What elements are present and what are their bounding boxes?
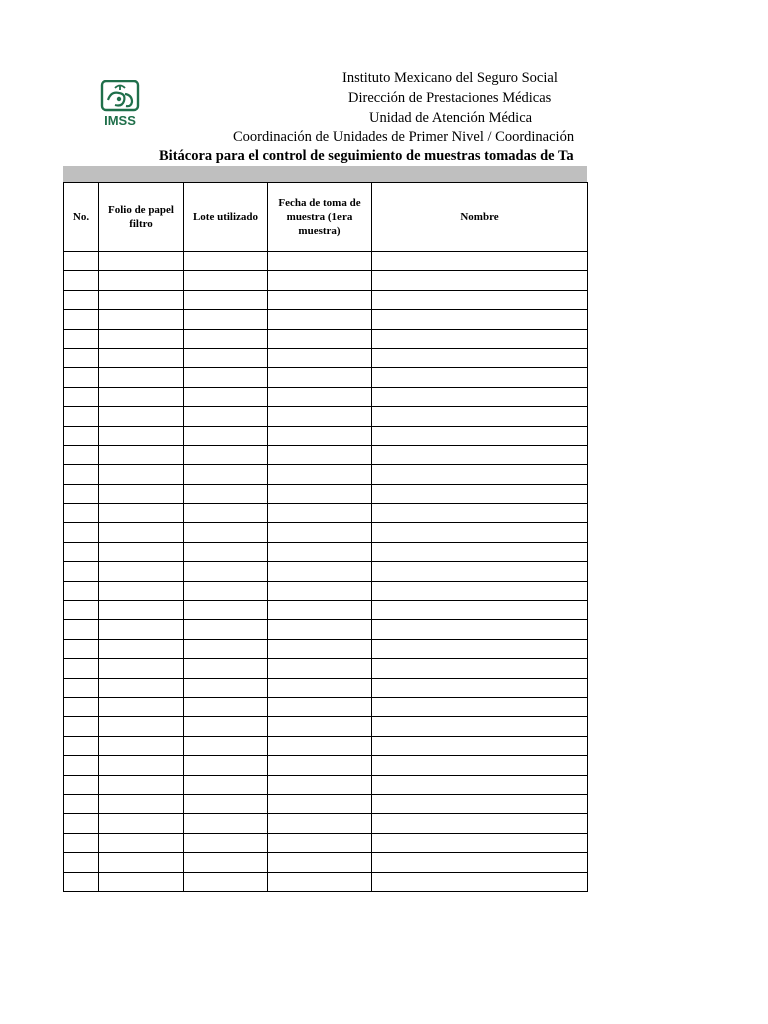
- table-cell[interactable]: [268, 853, 372, 872]
- table-row: [64, 348, 588, 367]
- table-row: [64, 581, 588, 600]
- table-row: [64, 756, 588, 775]
- table-row: [64, 639, 588, 658]
- table-cell[interactable]: [64, 426, 99, 445]
- table-cell[interactable]: [64, 523, 99, 542]
- table-cell[interactable]: [184, 620, 268, 639]
- column-header-number: No.: [64, 183, 99, 252]
- table-cell[interactable]: [372, 484, 588, 503]
- table-cell[interactable]: [99, 659, 184, 678]
- table-cell[interactable]: [184, 542, 268, 561]
- table-row: [64, 814, 588, 833]
- table-cell[interactable]: [184, 581, 268, 600]
- table-cell[interactable]: [64, 542, 99, 561]
- table-cell[interactable]: [64, 601, 99, 620]
- table-cell[interactable]: [372, 426, 588, 445]
- table-cell[interactable]: [184, 562, 268, 581]
- table-row: [64, 523, 588, 542]
- table-cell[interactable]: [268, 717, 372, 736]
- table-cell[interactable]: [268, 310, 372, 329]
- table-cell[interactable]: [372, 678, 588, 697]
- table-row: [64, 833, 588, 852]
- table-cell[interactable]: [99, 407, 184, 426]
- table-cell[interactable]: [64, 736, 99, 755]
- table-cell[interactable]: [268, 542, 372, 561]
- table-cell[interactable]: [64, 310, 99, 329]
- table-cell[interactable]: [268, 504, 372, 523]
- table-cell[interactable]: [268, 445, 372, 464]
- table-cell[interactable]: [64, 465, 99, 484]
- table-cell[interactable]: [184, 794, 268, 813]
- table-cell[interactable]: [99, 794, 184, 813]
- table-cell[interactable]: [64, 833, 99, 852]
- unit-name: Unidad de Atención Médica: [369, 110, 533, 126]
- table-cell[interactable]: [372, 620, 588, 639]
- table-cell[interactable]: [99, 445, 184, 464]
- table-row: [64, 445, 588, 464]
- table-row: [64, 659, 588, 678]
- table-row: [64, 387, 588, 406]
- table-cell[interactable]: [64, 697, 99, 716]
- table-cell[interactable]: [372, 756, 588, 775]
- imss-logo: [99, 80, 141, 128]
- column-header-sample-date: Fecha de toma de muestra (1era muestra): [268, 183, 372, 252]
- table-cell[interactable]: [184, 678, 268, 697]
- table-cell[interactable]: [99, 639, 184, 658]
- table-cell[interactable]: [184, 465, 268, 484]
- table-cell[interactable]: [372, 659, 588, 678]
- table-cell[interactable]: [372, 542, 588, 561]
- table-cell[interactable]: [268, 407, 372, 426]
- table-cell[interactable]: [99, 736, 184, 755]
- table-cell[interactable]: [99, 387, 184, 406]
- table-cell[interactable]: [372, 329, 588, 348]
- table-cell[interactable]: [184, 504, 268, 523]
- table-cell[interactable]: [268, 368, 372, 387]
- table-cell[interactable]: [64, 252, 99, 271]
- table-cell[interactable]: [184, 290, 268, 309]
- table-cell[interactable]: [372, 290, 588, 309]
- column-header-batch-used: Lote utilizado: [184, 183, 268, 252]
- table-cell[interactable]: [372, 271, 588, 290]
- table-cell[interactable]: [184, 639, 268, 658]
- table-cell[interactable]: [184, 329, 268, 348]
- table-cell[interactable]: [184, 368, 268, 387]
- table-cell[interactable]: [268, 601, 372, 620]
- table-cell[interactable]: [99, 542, 184, 561]
- table-cell[interactable]: [268, 794, 372, 813]
- table-cell[interactable]: [64, 504, 99, 523]
- table-row: [64, 368, 588, 387]
- table-cell[interactable]: [184, 310, 268, 329]
- table-cell[interactable]: [99, 329, 184, 348]
- table-row: [64, 310, 588, 329]
- table-cell[interactable]: [184, 853, 268, 872]
- table-cell[interactable]: [99, 853, 184, 872]
- table-cell[interactable]: [64, 387, 99, 406]
- table-cell[interactable]: [268, 348, 372, 367]
- table-cell[interactable]: [268, 756, 372, 775]
- table-cell[interactable]: [99, 833, 184, 852]
- table-cell[interactable]: [184, 271, 268, 290]
- table-cell[interactable]: [268, 426, 372, 445]
- table-cell[interactable]: [99, 562, 184, 581]
- table-row: [64, 504, 588, 523]
- table-cell[interactable]: [372, 504, 588, 523]
- table-cell[interactable]: [268, 465, 372, 484]
- table-cell[interactable]: [64, 639, 99, 658]
- table-cell[interactable]: [372, 348, 588, 367]
- table-cell[interactable]: [64, 872, 99, 891]
- table-cell[interactable]: [268, 562, 372, 581]
- table-cell[interactable]: [372, 775, 588, 794]
- table-cell[interactable]: [64, 329, 99, 348]
- table-cell[interactable]: [268, 872, 372, 891]
- table-row: [64, 794, 588, 813]
- table-row: [64, 484, 588, 503]
- document-title: Bitácora para el control de seguimiento de muestras tomadas de Ta: [159, 148, 574, 164]
- table-row: [64, 562, 588, 581]
- table-cell[interactable]: [268, 523, 372, 542]
- table-cell[interactable]: [99, 697, 184, 716]
- table-cell[interactable]: [372, 562, 588, 581]
- table-cell[interactable]: [268, 484, 372, 503]
- table-cell[interactable]: [268, 252, 372, 271]
- table-cell[interactable]: [268, 697, 372, 716]
- table-cell[interactable]: [268, 290, 372, 309]
- table-cell[interactable]: [184, 736, 268, 755]
- table-cell[interactable]: [268, 659, 372, 678]
- table-cell[interactable]: [184, 697, 268, 716]
- table-row: [64, 678, 588, 697]
- table-row: [64, 775, 588, 794]
- table-cell[interactable]: [268, 775, 372, 794]
- table-cell[interactable]: [64, 659, 99, 678]
- table-cell[interactable]: [64, 581, 99, 600]
- table-cell[interactable]: [64, 484, 99, 503]
- table-cell[interactable]: [184, 445, 268, 464]
- table-cell[interactable]: [184, 756, 268, 775]
- table-cell[interactable]: [268, 329, 372, 348]
- table-cell[interactable]: [184, 484, 268, 503]
- table-cell[interactable]: [268, 833, 372, 852]
- table-cell[interactable]: [372, 252, 588, 271]
- table-row: [64, 407, 588, 426]
- table-row: [64, 736, 588, 755]
- table-cell[interactable]: [99, 872, 184, 891]
- table-cell[interactable]: [99, 348, 184, 367]
- table-cell[interactable]: [64, 562, 99, 581]
- table-cell[interactable]: [64, 794, 99, 813]
- table-row: [64, 252, 588, 271]
- table-cell[interactable]: [64, 368, 99, 387]
- table-body: [64, 252, 588, 892]
- table-cell[interactable]: [184, 523, 268, 542]
- table-cell[interactable]: [184, 775, 268, 794]
- table-cell[interactable]: [64, 445, 99, 464]
- table-cell[interactable]: [372, 465, 588, 484]
- table-cell[interactable]: [268, 581, 372, 600]
- table-cell[interactable]: [64, 775, 99, 794]
- table-cell[interactable]: [184, 872, 268, 891]
- table-cell[interactable]: [99, 523, 184, 542]
- table-cell[interactable]: [99, 271, 184, 290]
- table-row: [64, 697, 588, 716]
- table-cell[interactable]: [184, 814, 268, 833]
- table-header-row: [64, 183, 588, 252]
- table-cell[interactable]: [372, 872, 588, 891]
- table-cell[interactable]: [99, 290, 184, 309]
- table-cell[interactable]: [184, 717, 268, 736]
- table-cell[interactable]: [64, 290, 99, 309]
- column-header-name: Nombre: [372, 183, 588, 252]
- table-cell[interactable]: [64, 717, 99, 736]
- table-cell[interactable]: [99, 717, 184, 736]
- table-cell[interactable]: [372, 853, 588, 872]
- table-cell[interactable]: [99, 814, 184, 833]
- table-cell[interactable]: [99, 368, 184, 387]
- table-cell[interactable]: [372, 794, 588, 813]
- table-cell[interactable]: [99, 504, 184, 523]
- table-cell[interactable]: [268, 271, 372, 290]
- table-cell[interactable]: [372, 736, 588, 755]
- table-cell[interactable]: [184, 387, 268, 406]
- table-cell[interactable]: [372, 523, 588, 542]
- table-row: [64, 426, 588, 445]
- table-cell[interactable]: [372, 717, 588, 736]
- header-band: [63, 166, 587, 182]
- table-cell[interactable]: [268, 678, 372, 697]
- coordination-name: Coordinación de Unidades de Primer Nivel / Coordinación: [233, 129, 575, 145]
- table-cell[interactable]: [372, 310, 588, 329]
- table-cell[interactable]: [268, 620, 372, 639]
- table-cell[interactable]: [184, 407, 268, 426]
- table-cell[interactable]: [268, 814, 372, 833]
- table-cell[interactable]: [99, 465, 184, 484]
- table-row: [64, 329, 588, 348]
- table-cell[interactable]: [268, 639, 372, 658]
- table-cell[interactable]: [64, 756, 99, 775]
- table-cell[interactable]: [99, 756, 184, 775]
- sample-log-table: [63, 182, 588, 892]
- table-row: [64, 601, 588, 620]
- table-cell[interactable]: [64, 348, 99, 367]
- table-cell[interactable]: [99, 426, 184, 445]
- table-cell[interactable]: [99, 678, 184, 697]
- table-cell[interactable]: [99, 775, 184, 794]
- table-cell[interactable]: [99, 484, 184, 503]
- column-header-filter-paper-folio: Folio de papel filtro: [99, 183, 184, 252]
- table-cell[interactable]: [268, 387, 372, 406]
- table-cell[interactable]: [372, 601, 588, 620]
- table-cell[interactable]: [184, 426, 268, 445]
- table-cell[interactable]: [184, 659, 268, 678]
- table-row: [64, 853, 588, 872]
- table-cell[interactable]: [64, 678, 99, 697]
- table-cell[interactable]: [64, 853, 99, 872]
- table-cell[interactable]: [184, 252, 268, 271]
- table-cell[interactable]: [99, 252, 184, 271]
- table-cell[interactable]: [372, 368, 588, 387]
- directorate-name: Dirección de Prestaciones Médicas: [348, 90, 552, 106]
- table-row: [64, 717, 588, 736]
- table-row: [64, 271, 588, 290]
- table-cell[interactable]: [372, 387, 588, 406]
- table-row: [64, 620, 588, 639]
- table-cell[interactable]: [184, 348, 268, 367]
- table-cell[interactable]: [268, 736, 372, 755]
- logo-text: IMSS: [104, 113, 136, 128]
- institution-name: Instituto Mexicano del Seguro Social: [342, 70, 558, 86]
- table-row: [64, 872, 588, 891]
- table-cell[interactable]: [372, 445, 588, 464]
- table-cell[interactable]: [372, 814, 588, 833]
- table-row: [64, 465, 588, 484]
- table-cell[interactable]: [64, 620, 99, 639]
- table-row: [64, 290, 588, 309]
- table-cell[interactable]: [372, 639, 588, 658]
- table-cell[interactable]: [372, 581, 588, 600]
- table-cell[interactable]: [99, 601, 184, 620]
- table-cell[interactable]: [184, 601, 268, 620]
- table-row: [64, 542, 588, 561]
- table-cell[interactable]: [99, 581, 184, 600]
- table-cell[interactable]: [184, 833, 268, 852]
- table-cell[interactable]: [99, 310, 184, 329]
- table-cell[interactable]: [372, 833, 588, 852]
- table-cell[interactable]: [372, 697, 588, 716]
- table-cell[interactable]: [64, 407, 99, 426]
- table-cell[interactable]: [64, 814, 99, 833]
- table-cell[interactable]: [372, 407, 588, 426]
- table-cell[interactable]: [99, 620, 184, 639]
- table-cell[interactable]: [64, 271, 99, 290]
